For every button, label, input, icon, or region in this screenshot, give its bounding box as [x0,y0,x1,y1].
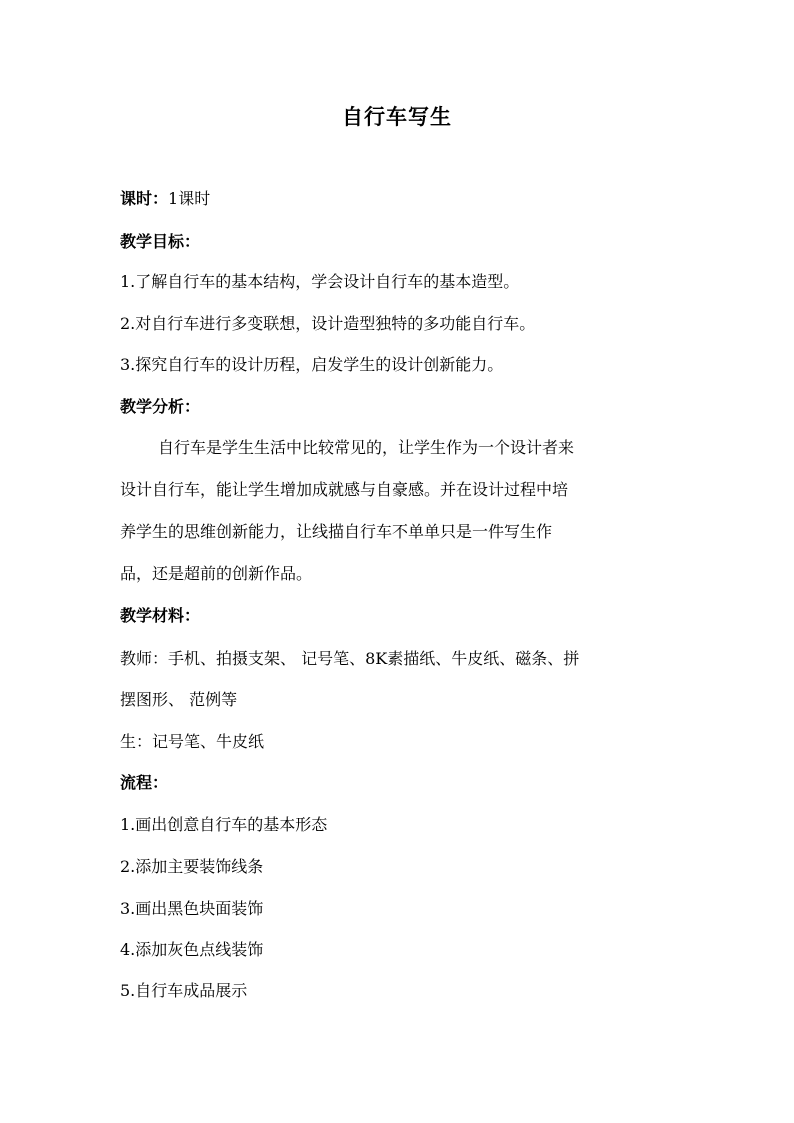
analysis-heading: 教学分析： [120,397,201,416]
teacher-materials-line: 教师：手机、拍摄支架、 记号笔、8K素描纸、牛皮纸、磁条、拼 [120,649,580,668]
class-hours-line [120,188,680,210]
process-item: 4.添加灰色点线装饰 [120,940,264,959]
process-heading: 流程： [120,773,169,792]
objective-item: 1.了解自行车的基本结构，学会设计自行车的基本造型。 [120,272,520,291]
objective-item: 3.探究自行车的设计历程，启发学生的设计创新能力。 [120,355,504,374]
analysis-line: 自行车是学生生活中比较常见的，让学生作为一个设计者来 [158,438,575,457]
analysis-line: 设计自行车，能让学生增加成就感与自豪感。并在设计过程中培 [120,480,569,499]
materials-heading: 教学材料： [120,606,201,625]
analysis-line: 品，还是超前的创新作品。 [120,564,313,583]
student-materials-line: 生：记号笔、牛皮纸 [120,732,265,751]
process-item: 5.自行车成品展示 [120,981,248,1000]
teacher-materials-line: 摆图形、 范例等 [120,690,238,709]
process-item: 2.添加主要装饰线条 [120,857,264,876]
objectives-heading: 教学目标： [120,232,201,251]
analysis-line: 养学生的思维创新能力，让线描自行车不单单只是一件写生作 [120,522,553,541]
class-hours-value: 1课时 [168,189,211,208]
class-hours-label: 课时： [120,189,169,208]
objective-item: 2.对自行车进行多变联想，设计造型独特的多功能自行车。 [120,314,536,333]
process-item: 1.画出创意自行车的基本形态 [120,815,328,834]
document-title: 自行车写生 [342,104,452,129]
process-item: 3.画出黑色块面装饰 [120,899,264,918]
